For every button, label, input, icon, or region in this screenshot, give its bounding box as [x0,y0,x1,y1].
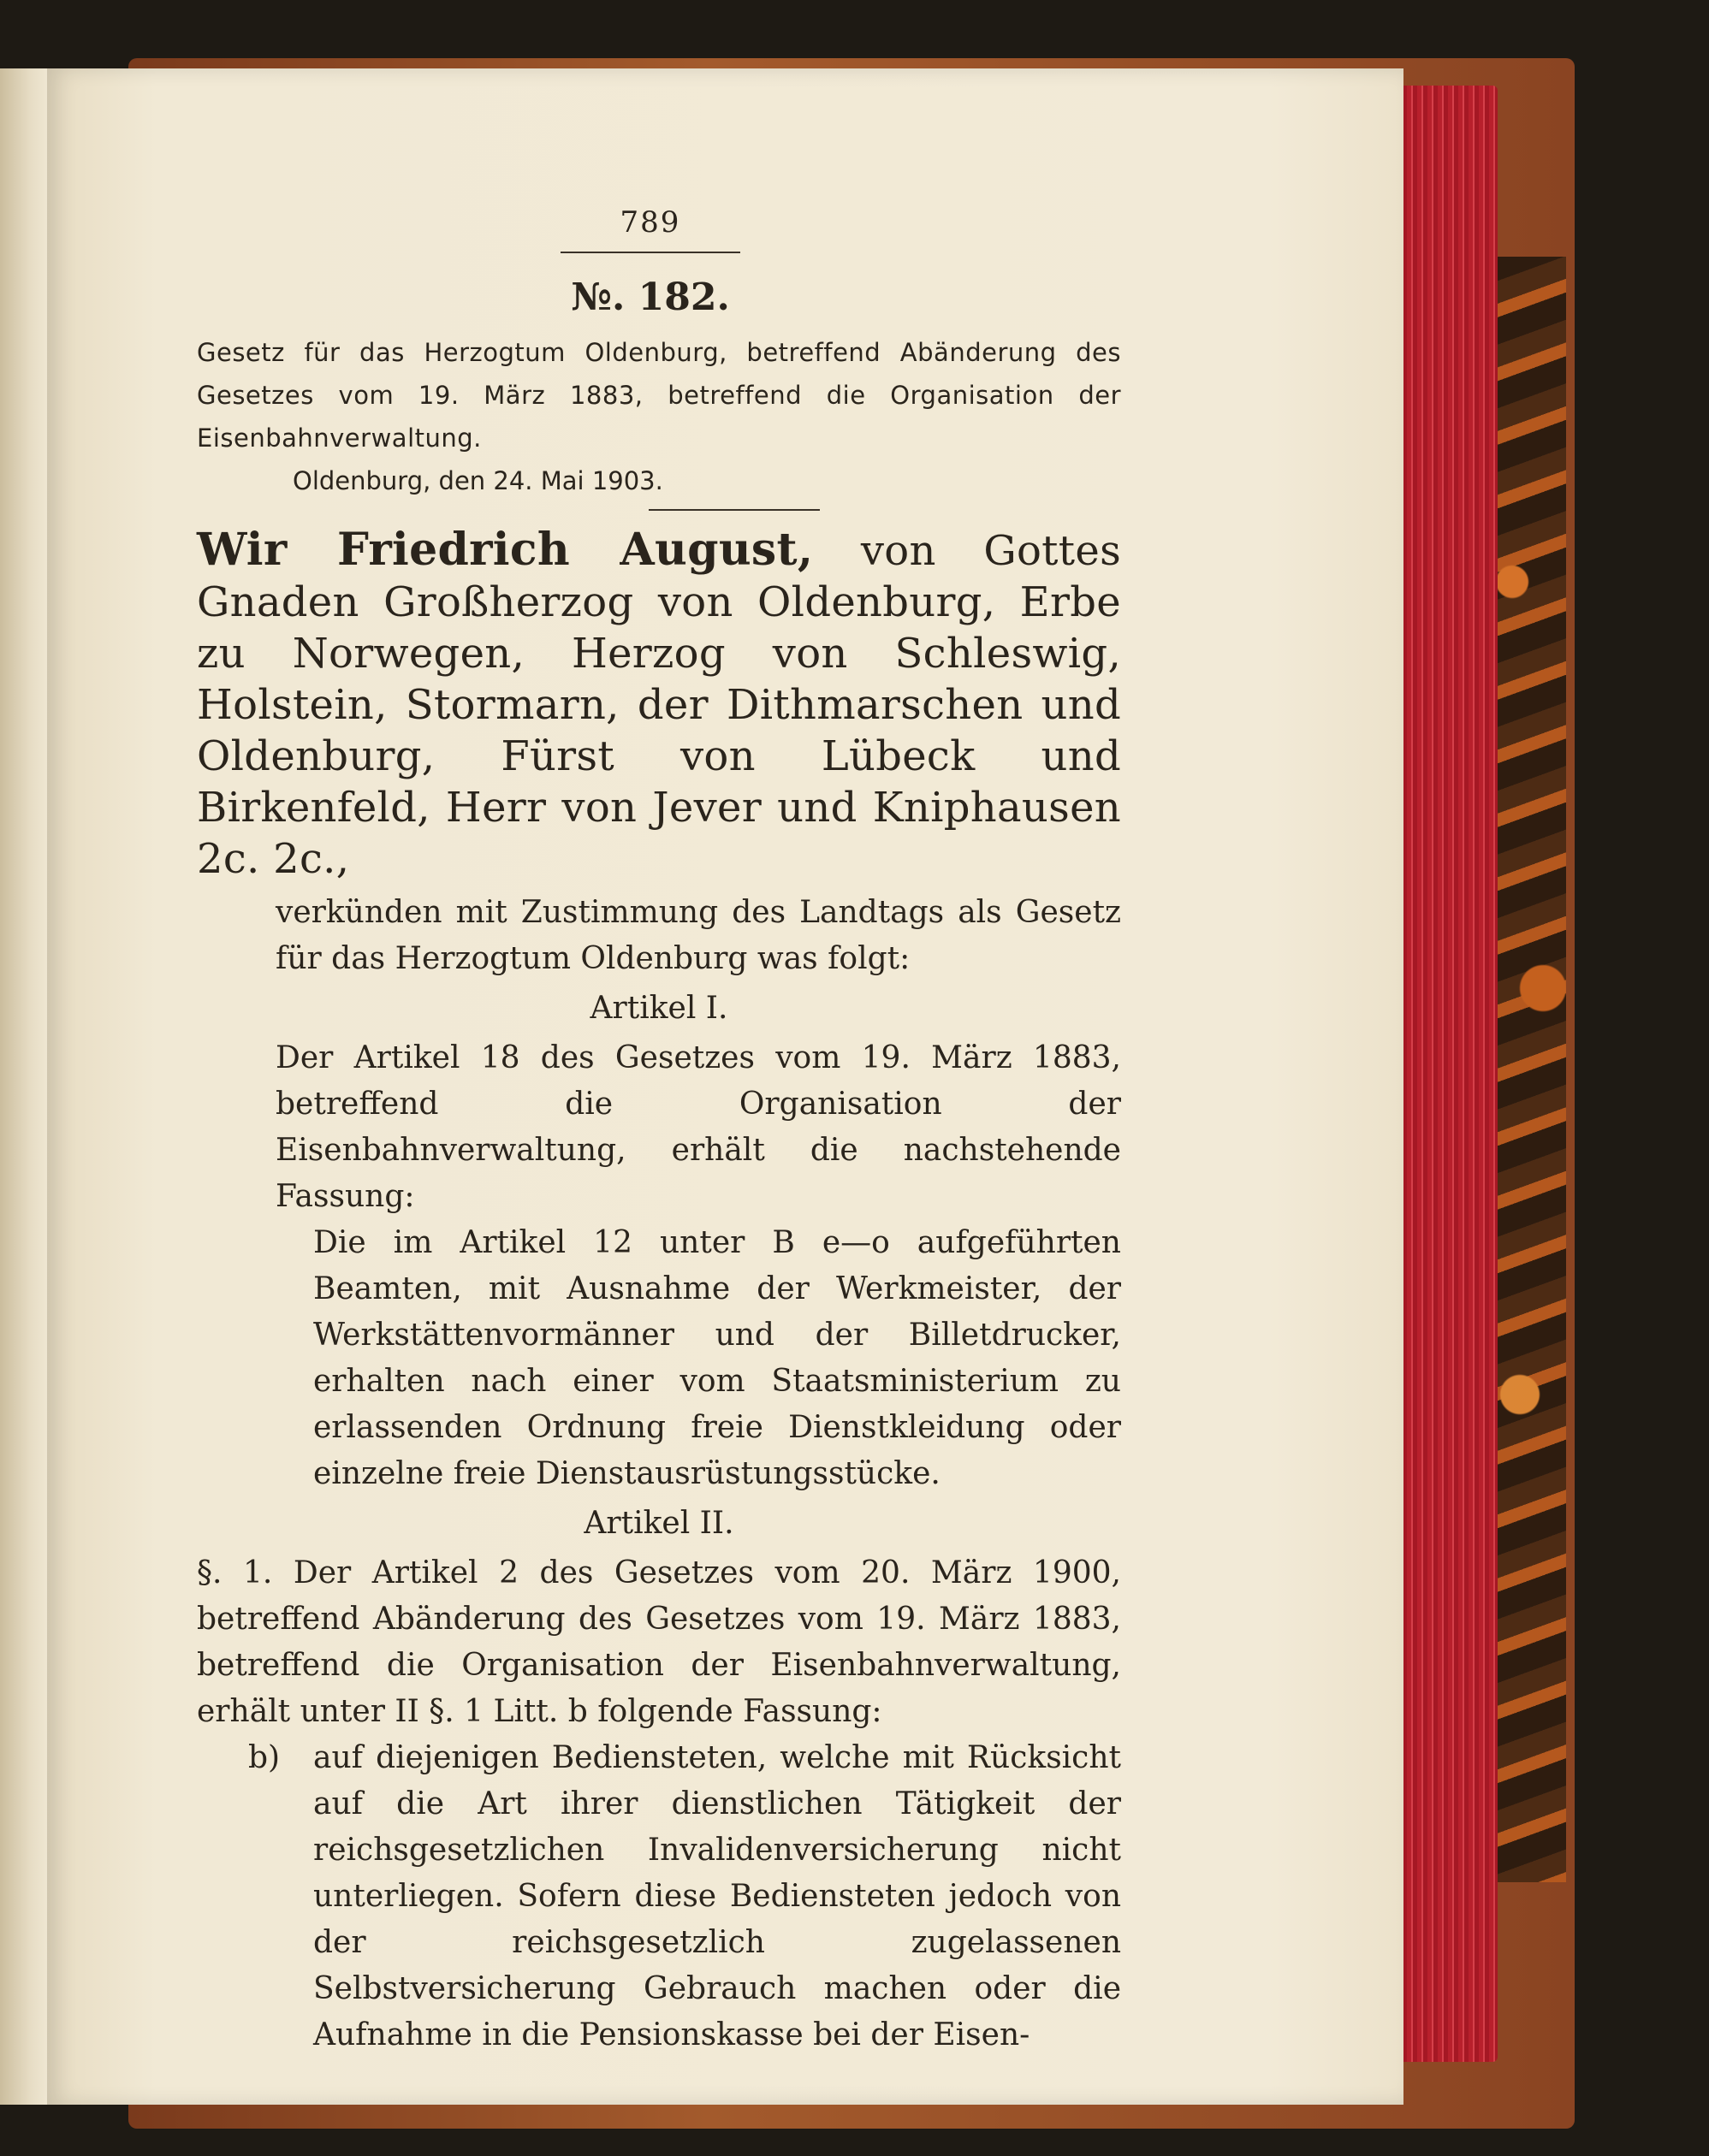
proclamation: verkünden mit Zustimmung des Landtags als Gesetz für das Herzogtum Oldenburg was folgt: [276,895,1121,976]
item-label: b) [248,1740,281,1775]
title-rule [649,509,820,511]
red-page-edges [1397,86,1498,2062]
intro-paragraph [197,524,1121,885]
intro-lead: Wir Friedrich August, [197,524,814,576]
intro-rest: von Gottes Gnaden Großherzog von Oldenburg, Erbe zu Norwegen, Herzog von Schleswig, Holstein, Stormarn, der Dithmarschen und Oldenburg, Fürst von Lübeck und Birkenfeld, Herr von Jever und Kniphausen 2c. 2c., [197,527,1121,883]
article-1-quote: Die im Artikel 12 unter B e—o aufgeführten Beamten, mit Ausnahme der Werkmeister, der Werkstättenvormänner und der Billetdrucker, erhalten nach einer vom Staatsministerium zu erlassenden Ordnung freie Dienstkleidung oder einzelne freie Dienstausrüstungsstücke. [313,1225,1121,1491]
page-content [197,205,1121,2058]
law-title: Gesetz für das Herzogtum Oldenburg, betreffend Abänderung des Gesetzes vom 19. März 1883, betreffend die Organisation der Eisenbahnverwaltung. [197,338,1121,453]
page-number: 789 [620,205,681,240]
article-2-text: §. 1. Der Artikel 2 des Gesetzes vom 20. März 1900, betreffend Abänderung des Gesetzes vom 19. März 1883, betreffend die Organisation der Eisenbahnverwaltung, erhält unter II §. 1 Litt. b folgende Fassung: [197,1555,1121,1729]
header-rule [561,252,740,253]
marbled-cover-edge [1489,257,1566,1882]
article-2-heading: Artikel II. [584,1506,734,1541]
article-1-text: Der Artikel 18 des Gesetzes vom 19. März 1883, betreffend die Organisation der Eisenbahnverwaltung, erhält die nachstehende Fassung: [276,1040,1121,1214]
place-date: Oldenburg, den 24. Mai 1903. [293,466,663,495]
article-2-item-b [197,1735,1121,2058]
article-1-heading: Artikel I. [590,991,728,1026]
law-number: №. 182. [571,275,730,319]
left-page-edge [0,68,50,2105]
item-text: auf diejenigen Bediensteten, welche mit Rücksicht auf die Art ihrer dienstlichen Tätigkeit der reichsgesetzlichen Invalidenversicherung nicht unterliegen. Sofern diese Bediensteten jedoch von der reichsgesetzlich zugelassenen Selbstversicherung Gebrauch machen oder die Aufnahme in die Pensionskasse bei der Eisen- [313,1740,1121,2052]
